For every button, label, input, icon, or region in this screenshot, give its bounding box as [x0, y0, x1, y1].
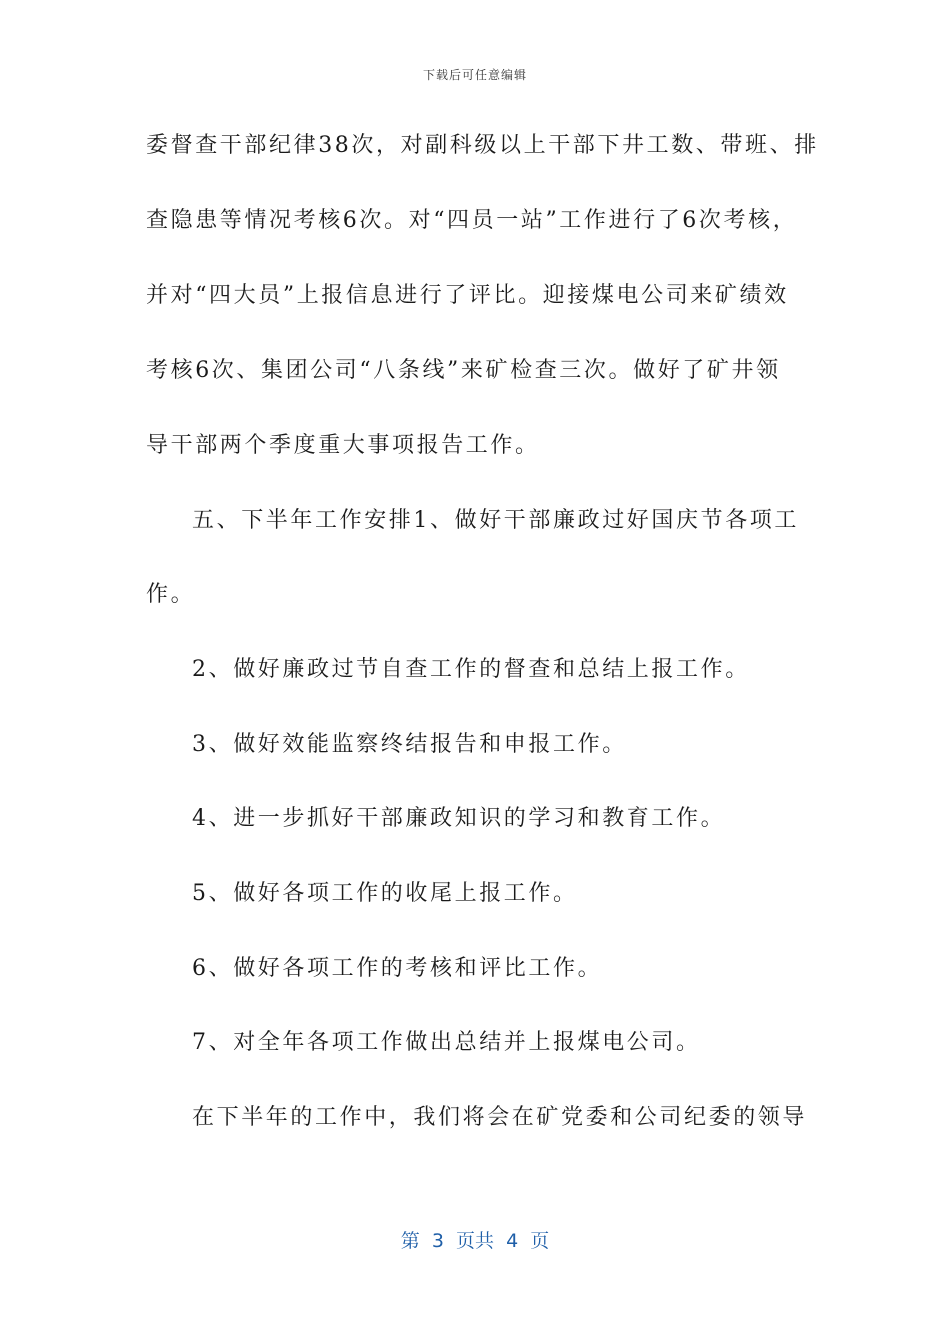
body-line: 2、做好廉政过节自查工作的督查和总结上报工作。	[192, 657, 750, 682]
body-line: 导干部两个季度重大事项报告工作。	[146, 433, 540, 458]
body-line: 考核6次、集团公司“八条线”来矿检查三次。做好了矿井领	[146, 358, 781, 383]
body-line: 7、对全年各项工作做出总结并上报煤电公司。	[192, 1030, 701, 1055]
body-line: 作。	[146, 582, 196, 607]
body-line: 4、进一步抓好干部廉政知识的学习和教育工作。	[192, 806, 726, 831]
header-note: 下载后可任意编辑	[422, 68, 527, 82]
body-line: 3、做好效能监察终结报告和申报工作。	[192, 732, 627, 757]
body-line: 5、做好各项工作的收尾上报工作。	[192, 881, 578, 906]
body-line: 并对“四大员”上报信息进行了评比。迎接煤电公司来矿绩效	[146, 283, 789, 308]
body-line: 委督查干部纪律38次，对副科级以上干部下井工数、带班、排	[146, 133, 819, 158]
page-footer: 第 3 页共 4 页	[400, 1230, 550, 1252]
body-line: 在下半年的工作中，我们将会在矿党委和公司纪委的领导	[192, 1105, 808, 1130]
body-line: 6、做好各项工作的考核和评比工作。	[192, 956, 603, 981]
body-line: 五、下半年工作安排1、做好干部廉政过好国庆节各项工	[192, 508, 799, 533]
body-line: 查隐患等情况考核6次。对“四员一站”工作进行了6次考核，	[146, 208, 798, 233]
